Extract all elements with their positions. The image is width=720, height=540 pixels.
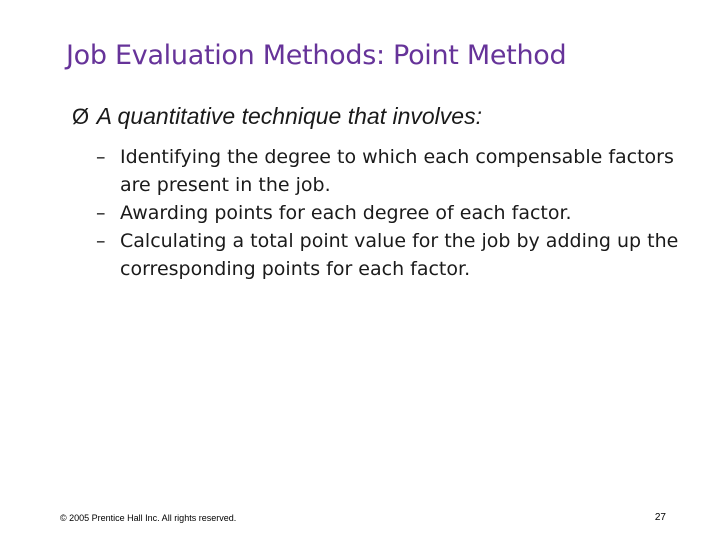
dash-bullet-icon: – bbox=[96, 202, 106, 224]
slide-title: Job Evaluation Methods: Point Method bbox=[66, 40, 567, 71]
footer-copyright: © 2005 Prentice Hall Inc. All rights reserved. bbox=[60, 513, 237, 523]
sub-bullet-text: Awarding points for each degree of each factor. bbox=[120, 202, 572, 224]
sub-bullet-item bbox=[96, 143, 696, 199]
dash-bullet-icon: – bbox=[96, 146, 106, 168]
sub-bullet-item bbox=[96, 227, 696, 283]
main-bullet-text: A quantitative technique that involves: bbox=[96, 103, 482, 129]
sub-bullet-item bbox=[96, 199, 696, 227]
arrow-bullet-icon: Ø bbox=[72, 104, 90, 129]
sub-bullet-text: Identifying the degree to which each compensable factors are present in the job. bbox=[120, 146, 674, 196]
sub-bullet-text: Calculating a total point value for the job by adding up the corresponding points for each factor. bbox=[120, 230, 679, 280]
main-bullet bbox=[72, 103, 482, 130]
dash-bullet-icon: – bbox=[96, 230, 106, 252]
sub-bullet-list bbox=[96, 143, 696, 283]
page-number: 27 bbox=[654, 512, 666, 523]
